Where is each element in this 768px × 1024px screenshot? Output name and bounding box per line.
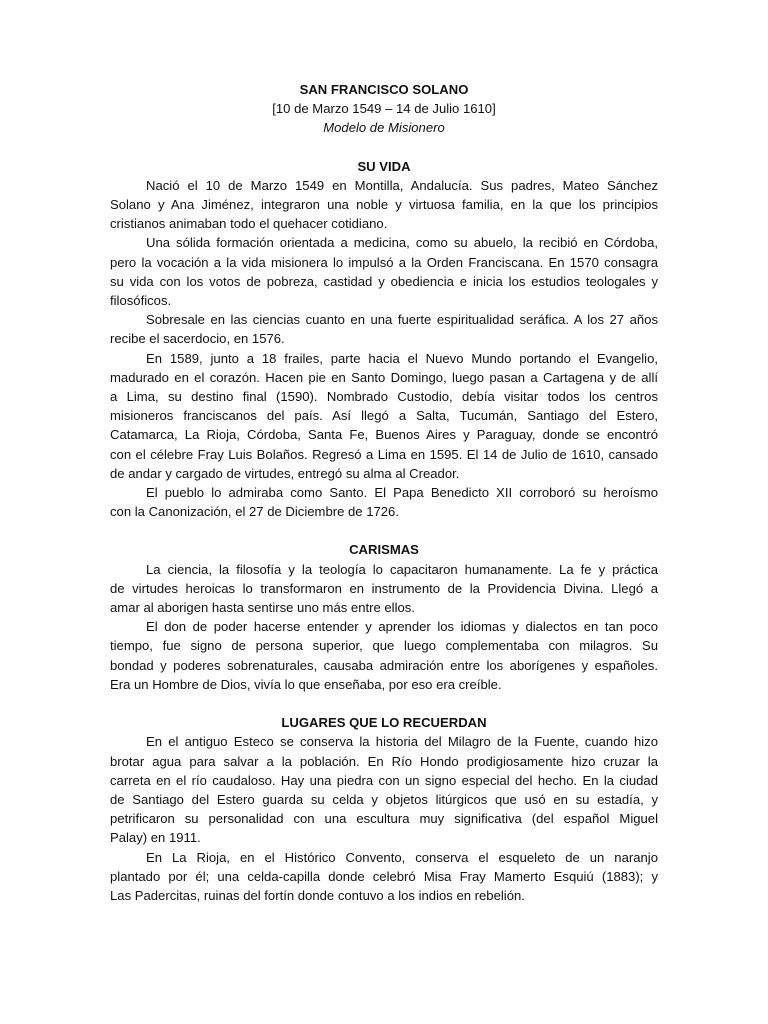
text-line: de virtudes heroicas lo transformaron en instrumento de la Providencia Divina. Llegó a	[110, 580, 658, 596]
paragraph	[110, 732, 658, 847]
text-line: con el célebre Fray Luis Bolaños. Regresó a Lima en 1595. El 14 de Julio de 1610, cansado	[110, 446, 658, 462]
text-line: recibe el sacerdocio, en 1576.	[110, 331, 285, 347]
text-line: misioneros franciscanos del país. Así llegó a Salta, Tucumán, Santiago del Estero,	[110, 408, 658, 424]
text-line: pero la vocación a la vida misionera lo impulsó a la Orden Franciscana. En 1570 consagra	[110, 254, 658, 270]
text-line: En el antiguo Esteco se conserva la historia del Milagro de la Fuente, cuando hizo	[146, 734, 658, 750]
document-subtitle: Modelo de Misionero	[323, 120, 445, 136]
text-line: petrificaron su personalidad con una escultura muy significativa (del español Miguel	[110, 811, 658, 827]
text-line: de Santiago del Estero guarda su celda y objetos litúrgicos que usó en su estadía, y	[110, 791, 658, 807]
paragraph	[110, 560, 658, 618]
section-heading: LUGARES QUE LO RECUERDAN	[281, 715, 487, 731]
text-line: Era un Hombre de Dios, vivía lo que enseñaba, por eso era creíble.	[110, 676, 502, 692]
text-line: Catamarca, La Rioja, Córdoba, Santa Fe, Buenos Aires y Paraguay, donde se encontró	[110, 427, 658, 443]
text-line: Solano y Ana Jiménez, integraron una noble y virtuosa familia, en la que los principios	[110, 197, 658, 213]
text-line: cristianos animaban todo el quehacer cotidiano.	[110, 216, 388, 232]
text-line: La ciencia, la filosofía y la teología lo capacitaron humanamente. La fe y práctica	[146, 561, 658, 577]
text-line: Las Padercitas, ruinas del fortín donde contuvo a los indios en rebelión.	[110, 887, 525, 903]
text-line: El don de poder hacerse entender y aprender los idiomas y dialectos en tan poco	[146, 619, 658, 635]
text-line: Una sólida formación orientada a medicina, como su abuelo, la recibió en Córdoba,	[146, 235, 658, 251]
text-line: Sobresale en las ciencias cuanto en una fuerte espiritualidad seráfica. A los 27 años	[146, 312, 658, 328]
text-line: bondad y poderes sobrenaturales, causaba admiración entre los aborígenes y españoles.	[110, 657, 658, 673]
section-heading: CARISMAS	[349, 542, 419, 558]
section-spacer	[110, 694, 658, 713]
spacer	[110, 138, 658, 157]
text-line: plantado por él; una celda-capilla donde celebró Misa Fray Mamerto Esquiú (1883); y	[110, 868, 658, 884]
paragraph	[110, 233, 658, 310]
document-body	[110, 80, 658, 905]
paragraph	[110, 349, 658, 483]
paragraph	[110, 483, 658, 521]
document-dates: [10 de Marzo 1549 – 14 de Julio 1610]	[272, 101, 496, 117]
text-line: Nació el 10 de Marzo 1549 en Montilla, Andalucía. Sus padres, Mateo Sánchez	[146, 177, 658, 193]
text-line: brotar agua para salvar a la población. En Río Hondo prodigiosamente hizo cruzar la	[110, 753, 658, 769]
paragraph	[110, 848, 658, 906]
section-heading: SU VIDA	[357, 158, 411, 174]
paragraph	[110, 617, 658, 694]
text-line: En La Rioja, en el Histórico Convento, conserva el esqueleto de un naranjo	[146, 849, 658, 865]
section-spacer	[110, 521, 658, 540]
text-line: En 1589, junto a 18 frailes, parte hacia el Nuevo Mundo portando el Evangelio,	[146, 350, 658, 366]
text-line: amar al aborigen hasta sentirse uno más entre ellos.	[110, 600, 415, 616]
text-line: filosóficos.	[110, 293, 172, 309]
paragraph	[110, 176, 658, 234]
text-line: a Lima, su destino final (1590). Nombrado Custodio, debía visitar todos los centros	[110, 389, 658, 405]
text-line: su vida con los votos de pobreza, castidad y obediencia e inicia los estudios teologales y	[110, 273, 658, 289]
text-line: madurado en el corazón. Hacen pie en Santo Domingo, luego pasan a Cartagena y de allí	[110, 369, 658, 385]
text-line: tiempo, fue signo de persona superior, que luego complementaba con milagros. Su	[110, 638, 658, 654]
text-line: con la Canonización, el 27 de Diciembre de 1726.	[110, 504, 399, 520]
document-sections	[110, 157, 658, 906]
text-line: Palay) en 1911.	[110, 830, 201, 846]
text-line: El pueblo lo admiraba como Santo. El Papa Benedicto XII corroboró su heroísmo	[146, 485, 658, 501]
text-line: carreta en el río caudaloso. Hay una piedra con un signo especial del hecho. En la ciudad	[110, 772, 658, 788]
document-title: SAN FRANCISCO SOLANO	[299, 82, 469, 97]
text-line: de andar y cargado de virtudes, entregó su alma al Creador.	[110, 465, 460, 481]
paragraph	[110, 310, 658, 348]
